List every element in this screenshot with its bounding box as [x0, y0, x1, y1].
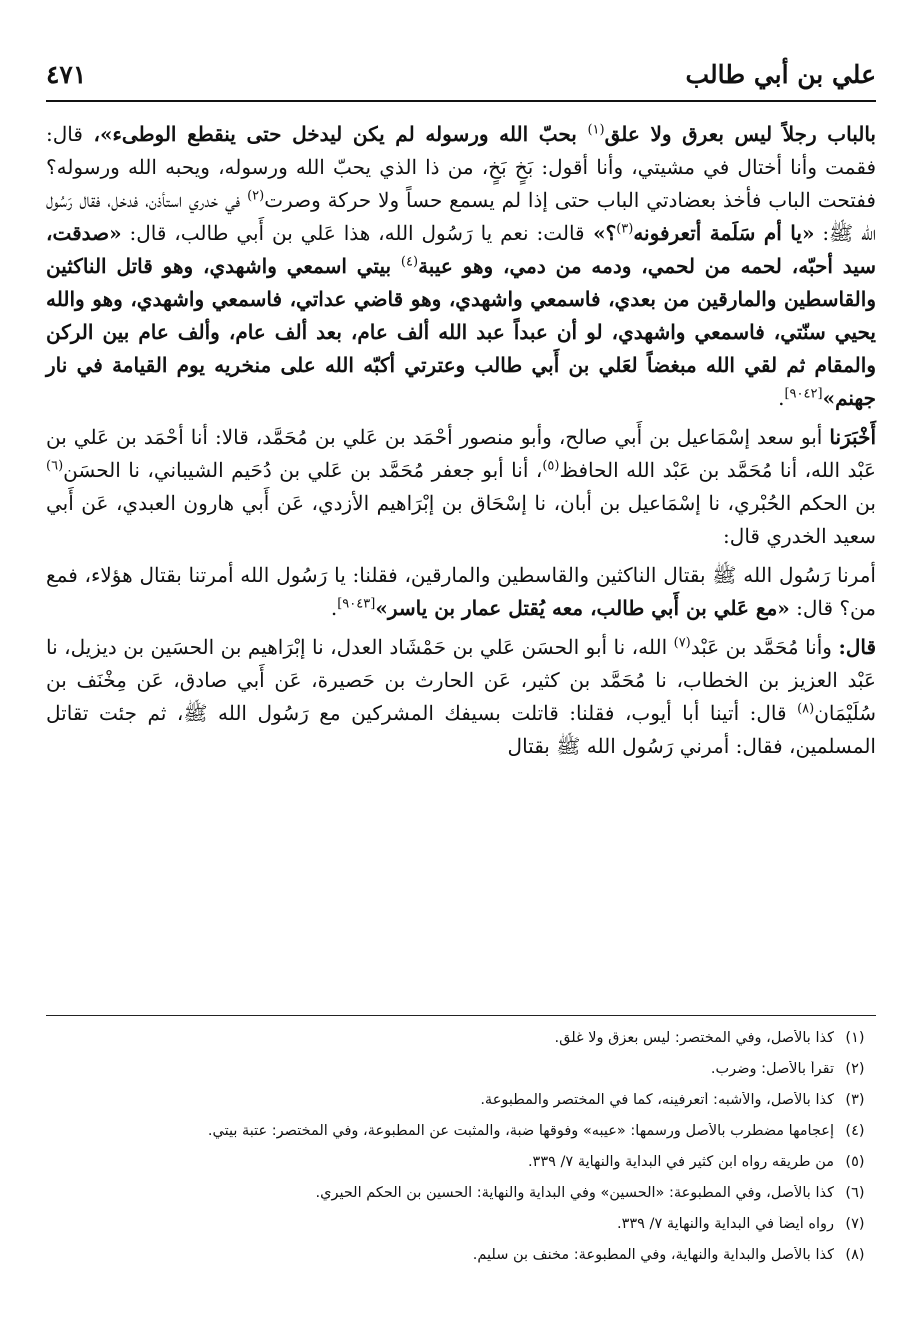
footnotes	[46, 1030, 876, 1278]
text-run: الله، نا أبو الحسَن عَلي بن حَمْشَاد العدل، نا إبْرَاهيم بن الحسَين بن ديزيل، نا عَبْد العزيز بن الخطاب، نا مُحَمَّد بن كثير، عَن الحارث بن حَصيرة، عَن أَبي صادق، عَن مِخْنَف بن سُلَيْمَان	[46, 635, 876, 725]
bold-text: قال:	[838, 635, 877, 659]
footnote-number: (٨)	[845, 1247, 865, 1263]
chapter-title: علي بن أبي طالب	[685, 60, 876, 89]
footnote	[46, 1061, 876, 1092]
footnote-number: (٢)	[845, 1061, 865, 1077]
bold-text: «يا أم سَلَمة أتعرفونه	[633, 221, 815, 245]
footnote-marker: (١)	[587, 122, 605, 138]
footnote-marker: (٣)	[616, 221, 634, 237]
bold-text: «صدقت، سيد أحبّه، لحمه من لحمي، ودمه من دمي، وهو عيبة	[46, 221, 877, 278]
footnote-number: (٣)	[845, 1092, 865, 1108]
text-run: بن الحكم الحُبْري، نا إسْمَاعيل بن أبان، نا إسْحَاق بن إبْرَاهيم الأزدي، عَن أَبي هارون العبدي، عَن أَبي سعيد الخدري قال:	[46, 491, 876, 548]
running-header	[46, 56, 876, 96]
footnote	[46, 1030, 876, 1061]
text-run: قال: فقمت وأنا أختال في مشيتي، وأنا أقول: بَخٍ بَخٍ، من ذا الذي يحبّ الله ورسوله، ويحبه الله ورسوله؟ ففتحت الباب فأخذ بعضادتي الباب حتى إذا لم يسمع حساً ولا حركة وصرت	[46, 122, 876, 212]
bold-text: بحبّ الله ورسوله لم يكن ليدخل حتى ينقطع الوطىء»،	[82, 122, 588, 146]
text-run: .	[330, 596, 338, 620]
footnote	[46, 1092, 876, 1123]
footnote-number: (٧)	[845, 1216, 865, 1232]
text-run: ، أنا أبو جعفر مُحَمَّد بن عَلي بن دُحَيم الشيباني، نا الحسَن	[63, 458, 543, 482]
footnote	[46, 1123, 876, 1154]
footnote	[46, 1185, 876, 1216]
bold-text: بالباب رجلاً ليس بعرق ولا علق	[604, 122, 876, 146]
footnote-marker: (٤)	[400, 254, 419, 270]
paragraph	[46, 631, 876, 763]
page-number: ٤٧١	[46, 60, 87, 89]
footnote-text: رواه أيضاً في البداية والنهاية ٧/ ٣٣٩.	[616, 1216, 834, 1232]
text-run: قال: أتينا أبا أيوب، فقلنا: قاتلت بسيفك المشركين مع رَسُول الله ﷺ، ثم جئت تقاتل المسلمين، فقال: أمرني رَسُول الله ﷺ بقتال	[46, 701, 876, 758]
footnote	[46, 1247, 876, 1278]
paragraph	[46, 421, 876, 553]
footnote-divider	[46, 1015, 876, 1016]
text-run: .	[778, 386, 785, 410]
footnote-number: (١)	[845, 1030, 865, 1046]
paragraph	[46, 559, 876, 625]
footnote-marker: (٦)	[46, 458, 64, 474]
text-run: في خدري استأذن، فدخل، فقال رَسُول الله ﷺ:	[46, 188, 877, 245]
footnote-text: من طريقه رواه ابن كثير في البداية والنهاية ٧/ ٣٣٩.	[527, 1154, 834, 1170]
footnote-number: (٦)	[845, 1185, 865, 1201]
bold-text: ؟»	[584, 221, 617, 245]
footnote-text: إعجامها مضطرب بالأصل ورسمها: «عيبه» وفوقها ضبة، والمثبت عن المطبوعة، وفي المختصر: عتبة بيتي.	[207, 1123, 834, 1139]
bold-text: «مع عَلي بن أَبي طالب، معه يُقتل عمار بن ياسر»	[375, 596, 790, 620]
text-run: أمرنا رَسُول الله ﷺ بقتال الناكثين والقاسطين والمارقين، فقلنا: يا رَسُول الله أمرتنا بقتال هؤلاء، فمع من؟ قال:	[46, 563, 876, 620]
footnote-number: (٥)	[845, 1154, 865, 1170]
bold-text: أَخْبَرَنا	[829, 425, 876, 449]
footnote-number: (٤)	[845, 1123, 865, 1139]
text-run: أبو سعد إسْمَاعيل بن أَبي صالح، وأبو منصور أحْمَد بن عَلي بن مُحَمَّد، قالا: أنا أحْمَد بن عَلي بن عَبْد الله، أنا مُحَمَّد بن عَبْد الله الحافظ	[46, 425, 876, 482]
footnote-marker: (٧)	[673, 635, 691, 651]
footnote-text: كذا بالأصل، وفي المطبوعة: «الحسين» وفي البداية والنهاية: الحسين بن الحكم الحيري.	[315, 1185, 834, 1201]
footnote-text: تقرأ بالأصل: وضرب.	[710, 1061, 834, 1077]
footnote-marker: [٩٠٤٢]	[784, 386, 823, 402]
bold-text: بيتي اسمعي واشهدي، وهو قاتل الناكثين والقاسطين والمارقين من بعدي، فاسمعي واشهدي، وهو قاضي عداتي، فاسمعي واشهدي، وهو والله يحيي سنّتي، فاسمعي واشهدي، لو أن عبداً عبد الله ألف عام، بعد ألف عام، وألف عام بين الركن والمقام ثم لقي الله مبغضاً لعَلي بن أَبي طالب وعترتي أكبّه الله على منخريه يوم القيامة في نار جهنم»	[46, 254, 876, 410]
footnote-marker: (٥)	[542, 458, 560, 474]
text-run: وأنا مُحَمَّد بن عَبْد	[690, 635, 839, 659]
footnote	[46, 1154, 876, 1185]
footnote-text: كذا بالأصل، وفي المختصر: ليس بعزق ولا غلق.	[554, 1030, 834, 1046]
footnote	[46, 1216, 876, 1247]
footnote-marker: [٩٠٤٣]	[337, 596, 376, 612]
paragraph	[46, 118, 876, 415]
footnote-text: كذا بالأصل، والأشبه: أتعرفينه، كما في المختصر والمطبوعة.	[480, 1092, 834, 1108]
text-run: قالت: نعم يا رَسُول الله، هذا عَلي بن أَبي طالب، قال:	[121, 221, 585, 245]
footnote-text: كذا بالأصل والبداية والنهاية، وفي المطبوعة: مخنف بن سليم.	[472, 1247, 834, 1263]
header-divider	[46, 100, 876, 102]
footnote-marker: (٢)	[247, 188, 265, 204]
footnote-marker: (٨)	[797, 701, 815, 717]
main-text	[46, 118, 876, 769]
